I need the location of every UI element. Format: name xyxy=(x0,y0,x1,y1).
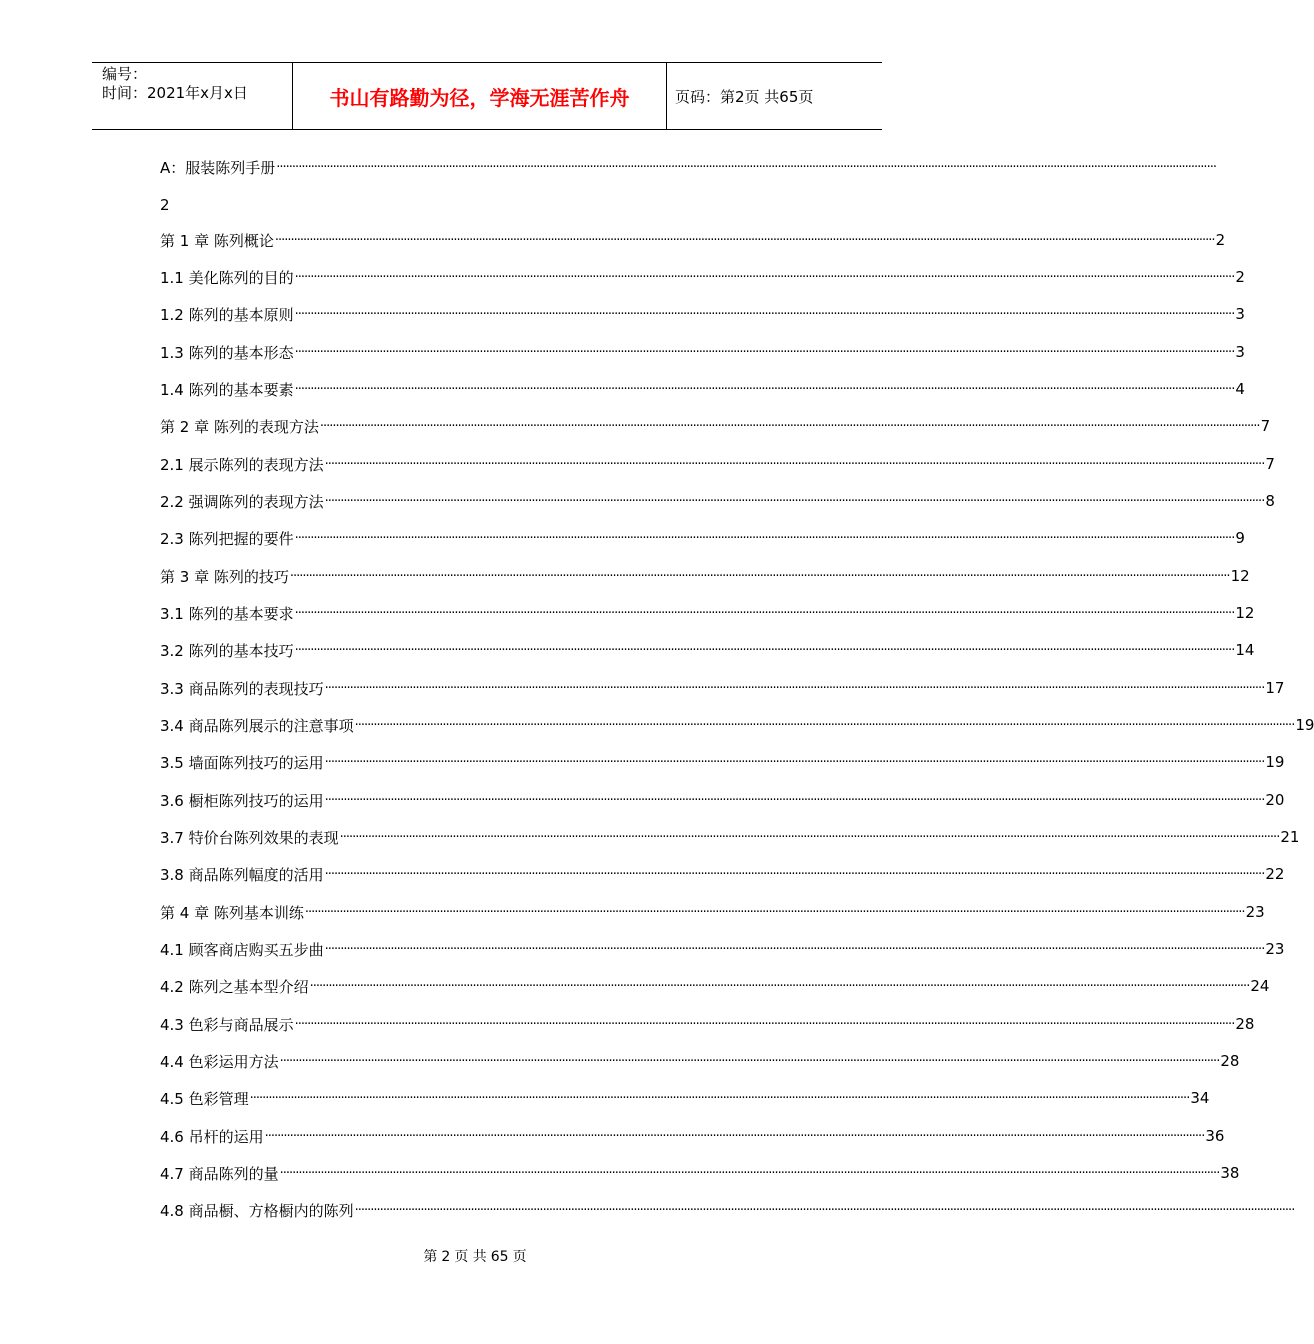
toc-leader-dots: ············································································································································································································································································································ xyxy=(279,1053,1220,1069)
toc-entry[interactable] xyxy=(160,1087,1210,1109)
toc-entry-page: 22 xyxy=(1265,865,1285,883)
toc-entry-page: 38 xyxy=(1220,1164,1240,1182)
toc-entry-page: 23 xyxy=(1245,903,1265,921)
toc-leader-dots: ············································································································································································································································································································ xyxy=(294,344,1235,360)
toc-entry-label: 3.6 橱柜陈列技巧的运用 xyxy=(160,791,324,810)
toc-leader-dots: ············································································································································································································································································································ xyxy=(294,1016,1235,1032)
toc-entry-page: 2 xyxy=(1215,231,1226,249)
toc-entry-label: 3.8 商品陈列幅度的活用 xyxy=(160,865,324,884)
toc-leader-dots: ············································································································································································································································································································ xyxy=(324,792,1265,808)
toc-entry[interactable] xyxy=(160,341,1245,363)
toc-entry-label: 3.4 商品陈列展示的注意事项 xyxy=(160,716,354,735)
toc-entry-page: 20 xyxy=(1265,791,1285,809)
toc-entry[interactable] xyxy=(160,453,1275,475)
toc-leader-dots: ············································································································································································································································································································ xyxy=(354,1202,1295,1218)
toc-entry-page: 3 xyxy=(1235,343,1245,361)
toc-entry-label: 4.5 色彩管理 xyxy=(160,1089,249,1108)
toc-entry[interactable] xyxy=(160,901,1265,923)
page-footer xyxy=(0,1246,950,1266)
toc-entry[interactable] xyxy=(160,714,1314,736)
toc-entry-label: 1.4 陈列的基本要素 xyxy=(160,380,294,399)
toc-entry[interactable] xyxy=(160,156,1216,178)
toc-entry[interactable] xyxy=(160,266,1245,288)
footer-total-pages: 65 xyxy=(490,1249,509,1265)
toc-entry-page: 4 xyxy=(1235,380,1245,398)
toc-leader-dots: ············································································································································································································································································································ xyxy=(324,866,1265,882)
toc-entry-label: A：服装陈列手册 xyxy=(160,158,276,177)
toc-entry-label: 3.7 特价台陈列效果的表现 xyxy=(160,828,339,847)
toc-entry[interactable] xyxy=(160,789,1285,811)
toc-leader-dots: ············································································································································································································································································································ xyxy=(304,904,1245,920)
header-motto: 书山有路勤为径，学海无涯苦作舟 xyxy=(329,85,630,110)
toc-entry-label: 4.3 色彩与商品展示 xyxy=(160,1015,294,1034)
toc-leader-dots: ············································································································································································································································································································ xyxy=(294,642,1235,658)
toc-entry[interactable] xyxy=(160,194,823,216)
toc-entry-page: 12 xyxy=(1230,567,1250,585)
toc-entry-page: 2 xyxy=(1235,268,1245,286)
toc-entry-label: 4.2 陈列之基本型介绍 xyxy=(160,977,309,996)
toc-entry-label: 3.3 商品陈列的表现技巧 xyxy=(160,679,324,698)
toc-leader-dots: ············································································································································································································································································································ xyxy=(294,306,1235,322)
toc-entry-label: 4.4 色彩运用方法 xyxy=(160,1052,279,1071)
header-page-info: 页码：第2页 共65页 xyxy=(675,87,814,106)
toc-entry-label: 4.1 顾客商店购买五步曲 xyxy=(160,940,324,959)
toc-entry[interactable] xyxy=(160,938,1285,960)
toc-entry-page: 17 xyxy=(1265,679,1285,697)
toc-entry[interactable] xyxy=(160,229,1226,251)
toc-entry[interactable] xyxy=(160,1013,1255,1035)
toc-entry-page: 7 xyxy=(1260,417,1271,435)
toc-entry[interactable] xyxy=(160,602,1255,624)
toc-entry[interactable] xyxy=(160,639,1255,661)
toc-entry-page: 9 xyxy=(1235,529,1245,547)
toc-entry-label: 3.5 墙面陈列技巧的运用 xyxy=(160,753,324,772)
toc-entry-label: 2.3 陈列把握的要件 xyxy=(160,529,294,548)
toc-leader-dots: ············································································································································································································································································································ xyxy=(276,159,1216,175)
toc-entry-page: 36 xyxy=(1205,1127,1225,1145)
toc-entry[interactable] xyxy=(160,565,1250,587)
toc-entry-label: 3.2 陈列的基本技巧 xyxy=(160,641,294,660)
toc-leader-dots: ············································································································································································································································································································ xyxy=(289,568,1230,584)
toc-entry[interactable] xyxy=(160,378,1245,400)
toc-entry-label: 第 4 章 陈列基本训练 xyxy=(160,903,304,922)
footer-prefix: 第 xyxy=(423,1249,438,1265)
toc-entry-label: 2 xyxy=(160,196,170,214)
toc-entry-label: 第 1 章 陈列概论 xyxy=(160,231,274,250)
toc-leader-dots: ············································································································································································································································································································ xyxy=(264,1128,1205,1144)
toc-leader-dots: ············································································································································································································································································································ xyxy=(294,605,1235,621)
toc-entry[interactable] xyxy=(160,1050,1240,1072)
toc-entry-page: 34 xyxy=(1190,1089,1210,1107)
toc-entry-page: 19 xyxy=(1295,716,1314,734)
toc-entry-label: 4.8 商品橱、方格橱内的陈列 xyxy=(160,1201,354,1220)
toc-entry[interactable] xyxy=(160,527,1245,549)
toc-leader-dots: ············································································································································································································································································································ xyxy=(354,717,1295,733)
toc-entry[interactable] xyxy=(160,826,1300,848)
toc-leader-dots: ············································································································································································································································································································ xyxy=(324,456,1265,472)
toc-entry-label: 3.1 陈列的基本要求 xyxy=(160,604,294,623)
header-divider xyxy=(666,62,667,130)
toc-leader-dots: ············································································································································································································································································································ xyxy=(324,493,1265,509)
toc-entry-page: 28 xyxy=(1220,1052,1240,1070)
toc-leader-dots: ············································································································································································································································································································ xyxy=(294,530,1235,546)
toc-entry[interactable] xyxy=(160,1199,1295,1221)
toc-entry[interactable] xyxy=(160,751,1285,773)
toc-entry[interactable] xyxy=(160,975,1270,997)
toc-entry-label: 1.3 陈列的基本形态 xyxy=(160,343,294,362)
header-meta xyxy=(102,65,248,103)
toc-leader-dots: ············································································································································································································································································································ xyxy=(324,754,1265,770)
toc-entry-page: 8 xyxy=(1265,492,1275,510)
toc-leader-dots: ············································································································································································································································································································ xyxy=(339,829,1280,845)
toc-entry-page: 3 xyxy=(1235,305,1245,323)
toc-entry-label: 第 3 章 陈列的技巧 xyxy=(160,567,289,586)
toc-leader-dots: ············································································································································································································································································································ xyxy=(274,232,1215,248)
toc-entry[interactable] xyxy=(160,677,1285,699)
toc-leader-dots: ············································································································································································································································································································ xyxy=(294,381,1235,397)
toc-leader-dots: ············································································································································································································································································································ xyxy=(279,1165,1220,1181)
toc-entry-page: 28 xyxy=(1235,1015,1255,1033)
toc-entry-page: 21 xyxy=(1280,828,1300,846)
toc-entry-label: 第 2 章 陈列的表现方法 xyxy=(160,417,319,436)
toc-leader-dots: ············································································································································································································································································································ xyxy=(324,941,1265,957)
toc-entry-page: 24 xyxy=(1250,977,1270,995)
toc-leader-dots: ············································································································································································································································································································ xyxy=(249,1090,1190,1106)
time-label: 时间：2021年x月x日 xyxy=(102,84,248,102)
toc-entry[interactable] xyxy=(160,1125,1225,1147)
toc-entry-label: 2.1 展示陈列的表现方法 xyxy=(160,455,324,474)
toc-entry-label: 4.7 商品陈列的量 xyxy=(160,1164,279,1183)
footer-suffix: 页 xyxy=(512,1249,527,1265)
toc-entry[interactable] xyxy=(160,863,1285,885)
toc-entry-label: 1.1 美化陈列的目的 xyxy=(160,268,294,287)
footer-mid: 页 共 xyxy=(454,1249,487,1265)
toc-entry-label: 1.2 陈列的基本原则 xyxy=(160,305,294,324)
toc-entry-page: 19 xyxy=(1265,753,1285,771)
toc-entry[interactable] xyxy=(160,1162,1240,1184)
toc-entry[interactable] xyxy=(160,303,1245,325)
toc-entry-label: 4.6 吊杆的运用 xyxy=(160,1127,264,1146)
toc-leader-dots: ············································································································································································································································································································ xyxy=(319,418,1260,434)
toc-entry[interactable] xyxy=(160,490,1275,512)
number-label: 编号： xyxy=(102,65,148,83)
toc-entry[interactable] xyxy=(160,415,1271,437)
toc-entry-page: 23 xyxy=(1265,940,1285,958)
toc-entry-label: 2.2 强调陈列的表现方法 xyxy=(160,492,324,511)
toc-leader-dots: ············································································································································································································································································································ xyxy=(294,269,1235,285)
toc-leader-dots: ············································································································································································································································································································ xyxy=(309,978,1250,994)
toc-entry-page: 14 xyxy=(1235,641,1255,659)
footer-current-page: 2 xyxy=(441,1249,451,1265)
toc-entry-page: 7 xyxy=(1265,455,1275,473)
toc-leader-dots: ············································································································································································································································································································ xyxy=(324,680,1265,696)
toc-entry-page: 12 xyxy=(1235,604,1255,622)
